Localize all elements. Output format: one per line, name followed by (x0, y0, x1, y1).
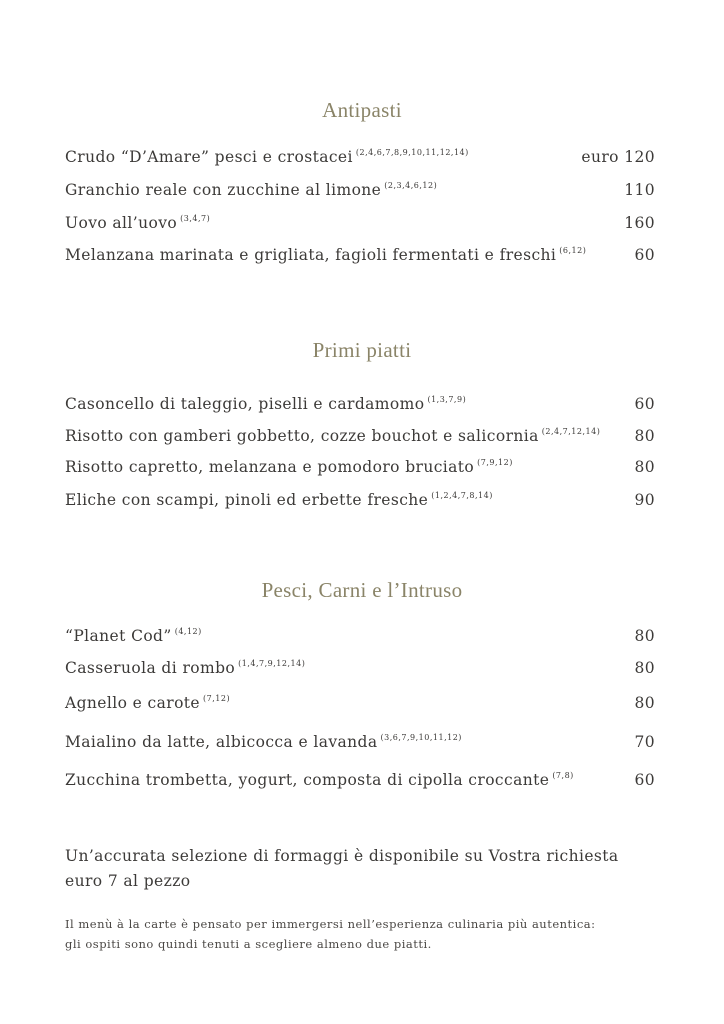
dish-price: 90 (634, 491, 655, 509)
dish-name: Crudo “D’Amare” pesci e crostacei $^{(2,4,6,7,8,9,10,11,12,14)}$ (65, 148, 469, 166)
menu-item (65, 659, 655, 681)
footer-note-line2: gli ospiti sono quindi tenuti a scegliere almeno due piatti. (65, 937, 432, 951)
dish-name: Agnello e carote $^{(7,12)}$ (65, 694, 231, 712)
dish-price: 80 (634, 694, 655, 712)
allergen-codes: (1,2,4,7,8,14) (431, 491, 493, 500)
dish-name: Casoncello di taleggio, piselli e cardamomo $^{(1,3,7,9)}$ (65, 395, 467, 413)
dish-price: 80 (634, 659, 655, 677)
dish-price: 70 (634, 733, 655, 751)
allergen-codes: (2,4,6,7,8,9,10,11,12,14) (355, 148, 469, 157)
dish-price: 80 (634, 458, 655, 476)
allergen-codes: (7,9,12) (477, 458, 513, 467)
menu-item (65, 427, 655, 449)
dish-price: 160 (624, 214, 655, 232)
dish-price: 80 (634, 627, 655, 645)
menu-item (65, 771, 655, 793)
dish-name: Risotto con gamberi gobbetto, cozze bouchot e salicornia $^{(2,4,7,12,14)}$ (65, 427, 601, 445)
section-title-antipasti: Antipasti (322, 98, 402, 122)
dish-name: Granchio reale con zucchine al limone $^{(2,3,4,6,12)}$ (65, 181, 438, 199)
menu-item (65, 246, 655, 268)
menu-item (65, 458, 655, 480)
dish-price: 60 (634, 771, 655, 789)
allergen-codes: (3,4,7) (180, 214, 211, 223)
menu-item (65, 733, 655, 755)
allergen-codes: (6,12) (559, 246, 587, 255)
menu-item (65, 395, 655, 417)
allergen-codes: (1,4,7,9,12,14) (238, 659, 306, 668)
allergen-codes: (4,12) (174, 627, 202, 636)
menu-item (65, 214, 655, 236)
dish-name: Zucchina trombetta, yogurt, composta di cipolla croccante $^{(7,8)}$ (65, 771, 574, 789)
dish-name: Maialino da latte, albicocca e lavanda $^{(3,6,7,9,10,11,12)}$ (65, 733, 462, 751)
allergen-codes: (3,6,7,9,10,11,12) (380, 733, 462, 742)
allergen-codes: (7,12) (203, 694, 231, 703)
menu-item (65, 694, 655, 716)
dish-price: 110 (624, 181, 655, 199)
dish-price: 60 (634, 395, 655, 413)
footer-note-line1: Il menù à la carte è pensato per immergersi nell’esperienza culinaria più autentica: (65, 917, 596, 931)
section-title-primi: Primi piatti (312, 338, 412, 362)
menu-item (65, 491, 655, 513)
section-title-pesci-carni: Pesci, Carni e l’Intruso (261, 578, 463, 602)
menu-item (65, 627, 655, 649)
menu-item (65, 148, 655, 170)
allergen-codes: (2,3,4,6,12) (384, 181, 438, 190)
dish-price: 60 (634, 246, 655, 264)
cheese-note-line2: euro 7 al pezzo (65, 872, 191, 890)
allergen-codes: (1,3,7,9) (427, 395, 467, 404)
menu-item (65, 181, 655, 203)
cheese-note-line1: Un’accurata selezione di formaggi è disponibile su Vostra richiesta (65, 847, 619, 865)
dish-name: Uovo all’uovo $^{(3,4,7)}$ (65, 214, 211, 232)
allergen-codes: (2,4,7,12,14) (541, 427, 601, 436)
dish-name: Eliche con scampi, pinoli ed erbette fresche $^{(1,2,4,7,8,14)}$ (65, 491, 493, 509)
dish-name: Risotto capretto, melanzana e pomodoro bruciato $^{(7,9,12)}$ (65, 458, 513, 476)
dish-name: Melanzana marinata e grigliata, fagioli fermentati e freschi $^{(6,12)}$ (65, 246, 587, 264)
dish-name: “Planet Cod” $^{(4,12)}$ (65, 627, 202, 645)
cheese-note (65, 844, 665, 894)
allergen-codes: (7,8) (552, 771, 574, 780)
footer-note (65, 914, 685, 954)
dish-name: Casseruola di rombo $^{(1,4,7,9,12,14)}$ (65, 659, 306, 677)
dish-price: euro 120 (581, 148, 655, 166)
dish-price: 80 (634, 427, 655, 445)
